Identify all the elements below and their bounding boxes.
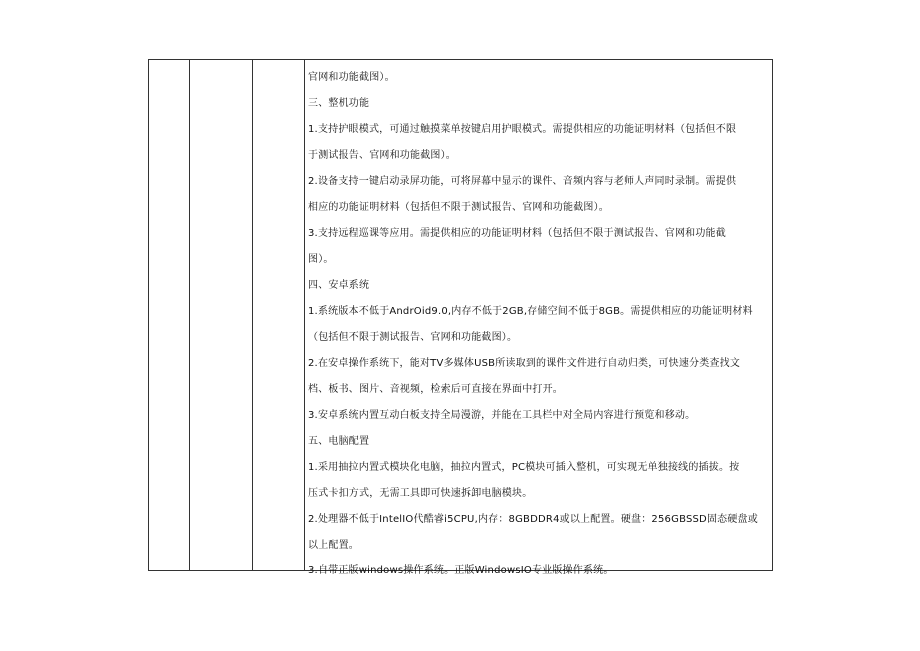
spec-line: 2.在安卓操作系统下，能对TV多媒体USB所读取到的课件文件进行自动归类，可快速分类查找文 (308, 358, 741, 369)
spec-line: 档、板书、图片、音视频，检索后可直接在界面中打开。 (308, 384, 563, 395)
spec-line: 以上配置。 (308, 540, 359, 551)
spec-line: 1.系统版本不低于AndrOid9.0,内存不低于2GB,存储空间不低于8GB。需提供相应的功能证明材料 (308, 306, 753, 317)
spec-line: 图）。 (308, 254, 334, 265)
spec-line: 1.支持护眼模式，可通过触摸菜单按键启用护眼模式。需提供相应的功能证明材料（包括但不限 (308, 124, 737, 135)
spec-line: （包括但不限于测试报告、官网和功能截图）。 (308, 332, 518, 343)
column-divider-2 (252, 60, 253, 570)
spec-line: 2.设备支持一键启动录屏功能，可将屏幕中显示的课件、音频内容与老师人声同时录制。需提供 (308, 176, 737, 187)
spec-line: 2.处理器不低于IntelIO代酷睿i5CPU,内存：8GBDDR4或以上配置。硬盘：256GBSSD固态硬盘或 (308, 514, 758, 525)
section-heading-whole-machine: 三、整机功能 (308, 98, 370, 109)
spec-line: 3.自带正版windows操作系统。正版WindowsIO专业版操作系统。 (308, 565, 614, 576)
spec-line: 于测试报告、官网和功能截图）。 (308, 150, 456, 161)
section-heading-pc-config: 五、电脑配置 (308, 436, 370, 447)
spec-content-cell (305, 60, 772, 576)
spec-line: 官网和功能截图）。 (308, 72, 395, 83)
spec-line: 3.支持远程巡课等应用。需提供相应的功能证明材料（包括但不限于测试报告、官网和功能截 (308, 228, 726, 239)
spec-table (148, 59, 773, 576)
spec-line: 1.采用抽拉内置式模块化电脑，抽拉内置式，PC模块可插入整机，可实现无单独接线的插拔。按 (308, 462, 740, 473)
spec-line: 压式卡扣方式，无需工具即可快速拆卸电脑模块。 (308, 488, 533, 499)
section-heading-android: 四、安卓系统 (308, 280, 370, 291)
column-divider-1 (189, 60, 190, 570)
spec-line: 相应的功能证明材料（包括但不限于测试报告、官网和功能截图）。 (308, 202, 609, 213)
spec-line: 3.安卓系统内置互动白板支持全局漫游，并能在工具栏中对全局内容进行预览和移动。 (308, 410, 696, 421)
